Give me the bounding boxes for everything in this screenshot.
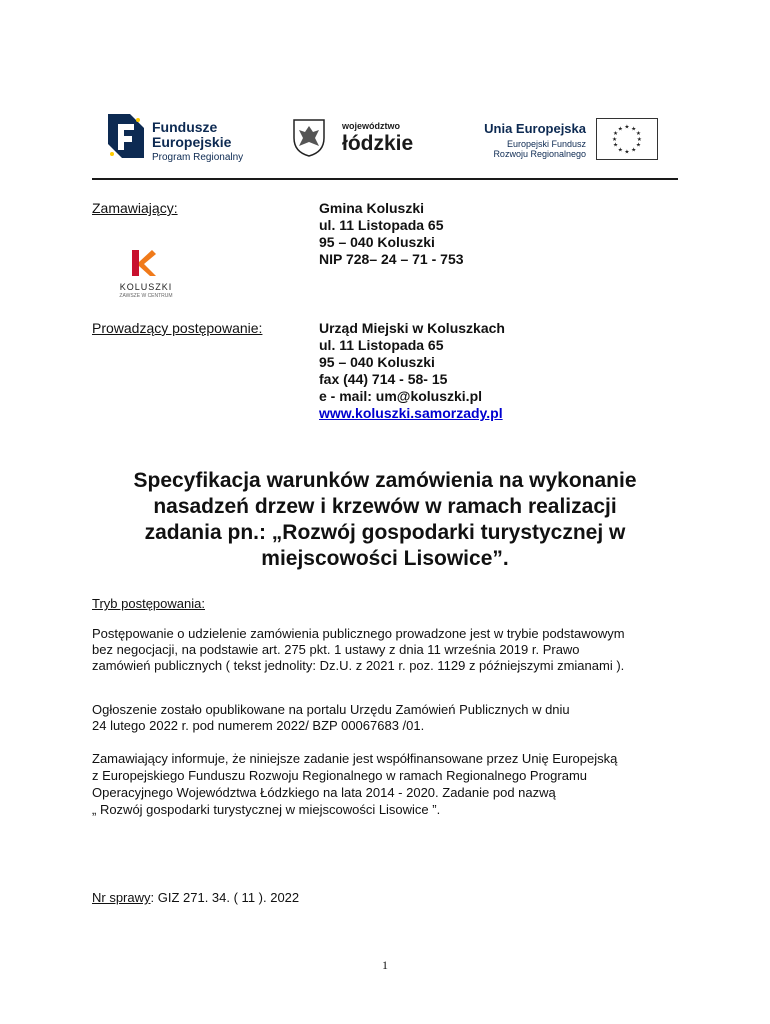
svg-text:★: ★ bbox=[612, 136, 618, 143]
lodz-line1: województwo bbox=[342, 121, 400, 131]
zamawiajacy-line: 95 – 040 Koluszki bbox=[319, 234, 435, 250]
title-line: zadania pn.: „Rozwój gospodarki turystycznej w bbox=[144, 521, 626, 544]
nr-sprawy bbox=[92, 890, 692, 906]
zamawiajacy-line: Gmina Koluszki bbox=[319, 200, 425, 216]
eu-flag-icon bbox=[596, 118, 658, 160]
nr-sprawy-value: : GIZ 271. 34. ( 11 ). 2022 bbox=[150, 890, 300, 905]
svg-text:★: ★ bbox=[624, 124, 630, 131]
fe-line2: Europejskie bbox=[152, 134, 232, 150]
document-title bbox=[92, 468, 678, 572]
svg-text:★: ★ bbox=[635, 142, 641, 149]
header-divider bbox=[92, 178, 678, 180]
informacja-line: Zamawiający informuje, że niniejsze zadanie jest współfinansowane przez Unię Europejską bbox=[92, 751, 618, 766]
tryb-label-block bbox=[92, 596, 692, 612]
prowadzacy-line: ul. 11 Listopada 65 bbox=[319, 337, 444, 353]
svg-text:★: ★ bbox=[624, 149, 630, 156]
title-line: Specyfikacja warunków zamówienia na wykonanie bbox=[133, 469, 637, 492]
ue-line2: Europejski Fundusz bbox=[506, 139, 586, 149]
svg-text:★: ★ bbox=[636, 136, 642, 143]
website-link[interactable]: www.koluszki.samorzady.pl bbox=[319, 405, 503, 421]
ogloszenie-paragraph bbox=[92, 702, 692, 734]
nr-sprawy-label: Nr sprawy bbox=[92, 890, 151, 905]
prowadzacy-address bbox=[319, 320, 505, 422]
ue-line1: Unia Europejska bbox=[484, 121, 586, 136]
lodz-line2: łódzkie bbox=[342, 132, 414, 155]
prowadzacy-label: Prowadzący postępowanie: bbox=[92, 320, 263, 336]
tryb-line: zamówień publicznych ( tekst jednolity: Dz.U. z 2021 r. poz. 1129 z późniejszymi zmianami ). bbox=[92, 658, 625, 673]
tryb-label: Tryb postępowania: bbox=[92, 596, 205, 611]
svg-text:★: ★ bbox=[635, 131, 641, 138]
zamawiajacy-line: ul. 11 Listopada 65 bbox=[319, 217, 444, 233]
informacja-line: Operacyjnego Województwa Łódzkiego na lata 2014 - 2020. Zadanie pod nazwą bbox=[92, 785, 556, 800]
ogloszenie-line: Ogłoszenie zostało opublikowane na portalu Urzędu Zamówień Publicznych w dniu bbox=[92, 702, 570, 717]
tryb-paragraph bbox=[92, 626, 692, 674]
unia-europejska-text bbox=[462, 122, 586, 159]
informacja-paragraph bbox=[92, 750, 692, 818]
svg-text:★: ★ bbox=[631, 126, 637, 133]
tryb-line: bez negocjacji, na podstawie art. 275 pkt. 1 ustawy z dnia 11 września 2019 r. Prawo bbox=[92, 642, 580, 657]
svg-text:★: ★ bbox=[631, 147, 637, 154]
prowadzacy-line: 95 – 040 Koluszki bbox=[319, 354, 435, 370]
prowadzacy-line: fax (44) 714 - 58- 15 bbox=[319, 371, 448, 387]
svg-text:★: ★ bbox=[613, 131, 619, 138]
prowadzacy-line: e - mail: um@koluszki.pl bbox=[319, 388, 483, 404]
informacja-line: „ Rozwój gospodarki turystycznej w miejscowości Lisowice ”. bbox=[92, 802, 441, 817]
tryb-line: Postępowanie o udzielenie zamówienia publicznego prowadzone jest w trybie podstawowym bbox=[92, 626, 625, 641]
ogloszenie-line: 24 lutego 2022 r. pod numerem 2022/ BZP 00067683 /01. bbox=[92, 718, 425, 733]
fe-line3: Program Regionalny bbox=[152, 152, 244, 163]
koluszki-logo-subtitle: ZAWSZE W CENTRUM bbox=[119, 293, 173, 299]
lodzkie-crest-icon bbox=[292, 118, 326, 158]
fe-line1: Fundusze bbox=[152, 119, 218, 135]
title-line: miejscowości Lisowice”. bbox=[261, 547, 509, 570]
svg-text:★: ★ bbox=[617, 126, 623, 133]
svg-text:★: ★ bbox=[617, 147, 623, 154]
svg-text:★: ★ bbox=[613, 142, 619, 149]
fundusze-europejskie-text bbox=[152, 120, 243, 163]
koluszki-k-logo-icon bbox=[130, 248, 158, 278]
prowadzacy-line: Urząd Miejski w Koluszkach bbox=[319, 320, 505, 336]
zamawiajacy-label: Zamawiający: bbox=[92, 200, 178, 216]
page-number: 1 bbox=[382, 958, 388, 972]
fundusze-europejskie-logo-icon bbox=[104, 110, 148, 162]
title-line: nasadzeń drzew i krzewów w ramach realizacji bbox=[153, 495, 617, 518]
zamawiajacy-address bbox=[319, 200, 464, 268]
zamawiajacy-line: NIP 728– 24 – 71 - 753 bbox=[319, 251, 464, 267]
koluszki-logo-word: KOLUSZKI bbox=[119, 282, 173, 292]
lodzkie-text bbox=[342, 122, 413, 154]
ue-line3: Rozwoju Regionalnego bbox=[493, 149, 586, 159]
informacja-line: z Europejskiego Funduszu Rozwoju Regionalnego w ramach Regionalnego Programu bbox=[92, 768, 588, 783]
